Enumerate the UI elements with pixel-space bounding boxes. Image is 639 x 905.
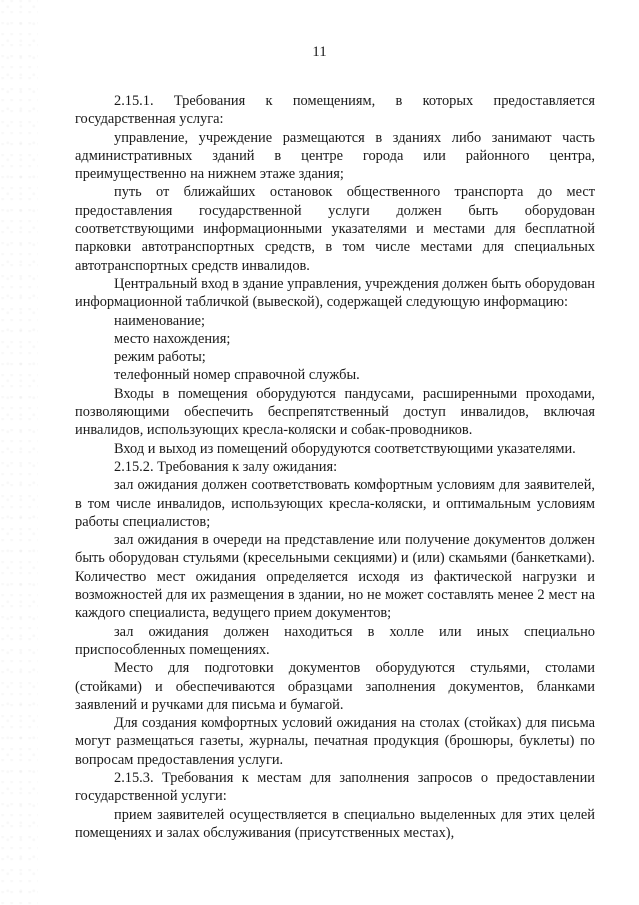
paragraph: управление, учреждение размещаются в зданиях либо занимают часть административных зданий в центре города или районного центра, преимущественно на нижнем этаже здания; [75,129,595,183]
paragraph: Вход и выход из помещений оборудуются соответствующими указателями. [114,440,576,457]
scan-edge-noise [0,0,38,905]
paragraph: 2.15.1. Требования к помещениям, в которых предоставляется государственная услуга: [75,93,595,128]
section-heading: 2.15.2. Требования к залу ожидания: [114,458,338,475]
paragraph: путь от ближайших остановок общественного транспорта до мест предоставления государственной услуги должен быть оборудован соответствующими информационными указателями и местами для бесплатной парковки автотранспортных средств, в том числе местами для специальных автотранспортных средств инвалидов. [75,184,595,274]
paragraph: зал ожидания должен находиться в холле или иных специально приспособленных помещениях. [75,623,595,658]
section-heading: 2.15.3. Требования к местам для заполнения запросов о предоставлении государственной услуги: [75,769,595,805]
paragraph: зал ожидания должен соответствовать комфортным условиям для заявителей, в том числе инвалидов, использующих кресла-коляски, и оптимальным условиям работы специалистов; [75,477,595,530]
paragraph: Центральный вход в здание управления, учреждения должен быть оборудован информационной табличкой (вывеской), содержащей следующую информацию: [75,275,595,311]
list-item: режим работы; [114,349,206,366]
document-body [75,92,595,842]
list-item: место нахождения; [114,330,231,347]
list-item: телефонный номер справочной службы. [114,367,360,384]
paragraph: Входы в помещения оборудуются пандусами, расширенными проходами, позволяющими обеспечить беспрепятственный доступ инвалидов, включая инвалидов, использующих кресла-коляски и собак-проводников. [75,385,595,439]
paragraph: Место для подготовки документов оборудуются стульями, столами (стойками) и обеспечиваются образцами заполнения документов, бланками заявлений и ручками для письма и бумагой. [75,660,595,713]
list-item: наименование; [114,312,205,329]
page-number: 11 [312,44,327,60]
paragraph: зал ожидания в очереди на представление или получение документов должен быть оборудован стульями (кресельными секциями) и (или) скамьями (банкетками). Количество мест ожидания определяется исходя из фактической нагрузки и возможностей для их размещения в здании, но не может составлять менее 2 мест на каждого специалиста, ведущего прием документов; [75,532,595,622]
paragraph: прием заявителей осуществляется в специально выделенных для этих целей помещениях и залах обслуживания (присутственных местах), [75,806,595,841]
paragraph: Для создания комфортных условий ожидания на столах (стойках) для письма могут размещаться газеты, журналы, печатная продукция (брошюры, буклеты) по вопросам предоставления услуги. [75,715,595,768]
